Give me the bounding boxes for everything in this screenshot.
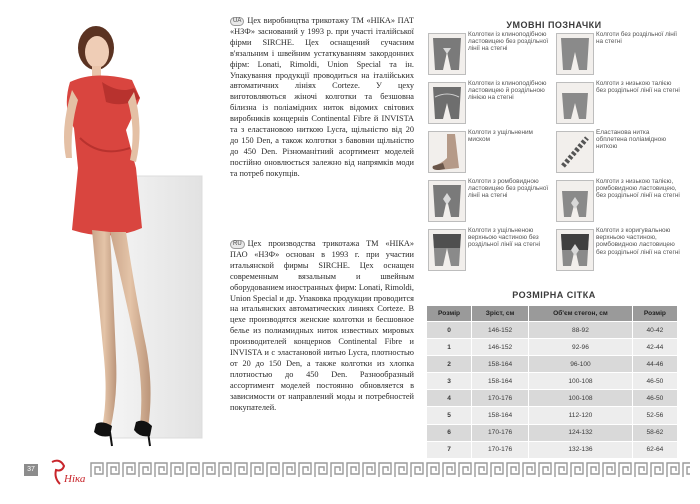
table-row: 2 158-164 96-100 44-46: [427, 356, 678, 373]
logo-text: Ніка: [64, 473, 86, 485]
column-header: Розмір: [632, 306, 677, 322]
table-row: 3 158-164 100-108 46-50: [427, 373, 678, 390]
tights-low-waist-icon: [556, 82, 594, 124]
size-chart-title: РОЗМІРНА СІТКА: [512, 290, 596, 300]
legend-item: Колготи без роздільної лінії на стегні: [556, 31, 678, 77]
reinforced-top-icon: [428, 229, 466, 271]
tights-no-line-icon: [556, 33, 594, 75]
legend-title: УМОВНІ ПОЗНАЧКИ: [506, 20, 602, 30]
legend-item: Колготки із клиноподібною ластовицею без роздільної лінії на стегні: [428, 31, 550, 77]
model-photo: [40, 18, 210, 458]
lang-badge-ua: UA: [230, 17, 244, 26]
legend-item: Колготи з ромбовидною ластовицею без роздільної лінії на стегні: [428, 178, 550, 224]
legend-item: Колготи з низькою талією без роздільної лінії на стегні: [556, 80, 678, 126]
legend-item: Колготи з ущільненою верхньою частиною без роздільної лінії на стегні: [428, 227, 550, 273]
table-row: 6 170-176 124-132 58-62: [427, 424, 678, 441]
low-waist-diamond-icon: [556, 180, 594, 222]
lang-badge-ru: RU: [230, 240, 245, 249]
elastane-thread-icon: [556, 131, 594, 173]
tights-gusset-icon: [428, 33, 466, 75]
greek-key-border: [90, 462, 690, 478]
text-ua-body: Цех виробництва трикотажу ТМ «НІКА» ПАТ «НЗФ» заснований у 1993 р. при участі італійської фірми SIRCHE. Цех оснащений сучасним в'язальним і швейним устаткуванням закордонних фірм: Lonati, Rimoldi, Union Special та ін. Упакування продукції проводиться на італійських автоматичних лініях Corteze. У цеху виготовляються жіночі колготки та безшовна білизна із поліамідних ниток відомих світових виробників концернів Continental Fibre й INVISTA та з еластановою ниткою Lycra, щільністю від 20 до 150 Den, а також колготки з бавовни щільністю до 450 Den. Різноманітний асортимент моделей постійно оновлюється залежно від напрямків моди та потреб покупців.: [230, 16, 414, 178]
reinforced-toe-icon: [428, 131, 466, 173]
table-row: 7 170-176 132-136 62-64: [427, 441, 678, 458]
page-number: 37: [24, 464, 38, 476]
text-ua-block: [230, 16, 414, 180]
tights-back-icon: [428, 82, 466, 124]
column-header: Розмір: [427, 306, 472, 322]
text-ru-body: Цех производства трикотажа ТМ «НІКА» ПАО «НЗФ» основан в 1993 г. при участии итальянской фирмы SIRCHE. Цех оснащен современным вязальным и швейным оборудованием иностранных фирм: Lonati, Rimoldi, Union Special и др. Упаковка продукции проводится на итальянских автоматических линиях Corteze. В цехе производятся женские колготки и бесшовное белье из полиамидных ниток известных мировых производителей концернов Continental Fibre и INVISTA и с эластановой нитью Lycra, плотностью от 20 до 150 Den, а также колготки из хлопка плотностью до 450 Den. Разнообразный ассортимент моделей постоянно обновляется в зависимости от направлений моды и потребностей покупателей.: [230, 239, 414, 412]
table-header-row: [427, 306, 678, 322]
legend-item: Колготи з коригувальною верхньою частиною, ромбовидною ластовицею без роздільної лінії на стегні: [556, 227, 678, 273]
column-header: Об'єм стегон, см: [529, 306, 633, 322]
diamond-gusset-icon: [428, 180, 466, 222]
column-header: Зріст, см: [472, 306, 529, 322]
nika-logo-icon: [46, 458, 96, 488]
legend-item: Колготи з низькою талією, ромбовидною ластовицею, без роздільної лінії на стегні: [556, 178, 678, 224]
shaping-top-icon: [556, 229, 594, 271]
legend-item: Колготки із клиноподібною ластовицею й роздільною лінією на стегні: [428, 80, 550, 126]
table-row: 4 170-176 100-108 46-50: [427, 390, 678, 407]
table-row: 5 158-164 112-120 52-56: [427, 407, 678, 424]
legend-item: Еластанова нитка обплетена поліамідною ниткою: [556, 129, 678, 175]
table-row: 1 146-152 92-96 42-44: [427, 339, 678, 356]
table-row: 0 146-152 88-92 40-42: [427, 322, 678, 339]
size-chart-table: [426, 305, 678, 459]
text-ru-block: [230, 239, 414, 414]
legend-item: Колготи з ущільненим миском: [428, 129, 550, 175]
